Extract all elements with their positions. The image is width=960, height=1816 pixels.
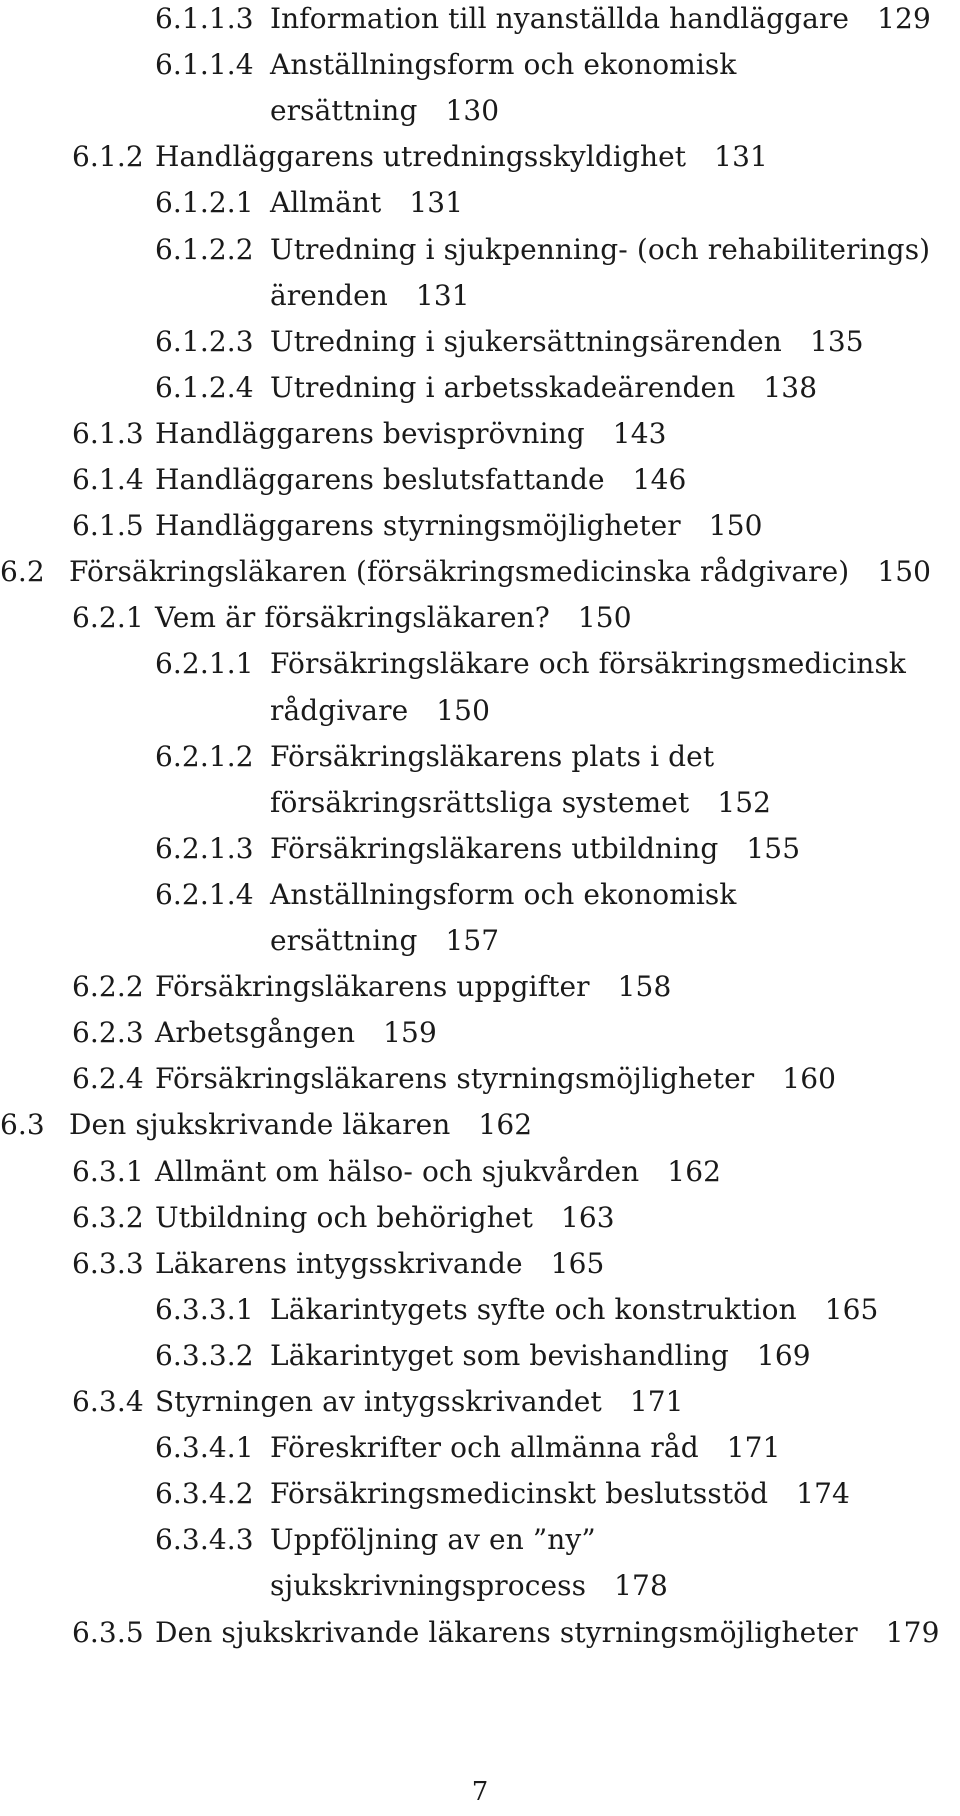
toc-entry-page: 159 [383, 1016, 437, 1050]
toc-entry-page: 150 [436, 693, 490, 727]
toc-entry [155, 1477, 850, 1511]
toc-entry-page: 179 [885, 1615, 940, 1649]
toc-entry-title: Handläggarens styrningsmöjligheter [155, 509, 681, 543]
toc-entry [72, 1016, 437, 1050]
toc-entry [72, 417, 667, 451]
toc-entry-title: Försäkringsläkaren (försäkringsmedicinska rådgivare) [69, 555, 850, 589]
toc-entry-number: 6.1.3 [72, 416, 144, 450]
toc-entry-number: 6.1.2 [72, 140, 144, 174]
toc-entry-page: 162 [478, 1108, 533, 1142]
toc-entry-title: ersättning [270, 94, 418, 128]
toc-entry-number: 6.2.4 [72, 1062, 144, 1096]
toc-entry-title: Uppföljning av en ”ny” [270, 1523, 596, 1557]
toc-entry-number: 6.2.1.2 [155, 739, 254, 773]
toc-entry [155, 371, 817, 405]
toc-entry-number: 6.1.4 [72, 463, 144, 496]
toc-entry [72, 601, 632, 635]
toc-entry-page: 130 [445, 94, 500, 128]
toc-entry-page: 143 [612, 416, 667, 450]
toc-entry-page: 152 [717, 785, 772, 819]
toc-entry-title: Anställningsform och ekonomisk [270, 48, 737, 82]
toc-entry-page: 158 [617, 970, 672, 1004]
toc-entry [72, 970, 671, 1004]
toc-entry-title: Information till nyanställda handläggare [270, 2, 850, 35]
toc-entry-number: 6.1.2.1 [155, 186, 254, 220]
toc-entry-page: 150 [877, 555, 932, 589]
toc-entry-title: Försäkringsläkarens styrningsmöjligheter [155, 1062, 755, 1096]
toc-entry-page: 131 [409, 186, 464, 220]
toc-entry-continuation [270, 279, 470, 313]
toc-entry-page: 135 [809, 324, 864, 358]
toc-entry-number: 6.3.4 [72, 1385, 144, 1418]
toc-entry-title: Försäkringsläkarens uppgifter [155, 970, 590, 1004]
toc-entry-title: Den sjukskrivande läkaren [69, 1108, 451, 1142]
toc-entry [0, 555, 931, 589]
toc-entry [72, 1155, 721, 1189]
toc-entry-page: 138 [763, 370, 818, 404]
toc-entry-page: 171 [726, 1431, 781, 1465]
toc-entry-title: Handläggarens utredningsskyldighet [155, 140, 687, 174]
toc-entry-title: Den sjukskrivande läkarens styrningsmöjligheter [155, 1615, 858, 1649]
toc-entry-page: 162 [667, 1154, 722, 1188]
toc-entry-title: ärenden [270, 278, 388, 312]
toc-entry-number: 6.2 [0, 555, 45, 589]
toc-entry-number: 6.2.2 [72, 970, 144, 1004]
toc-entry-title: Utredning i sjukpenning- (och rehabiliterings) [270, 232, 931, 266]
toc-entry-number: 6.3.3 [72, 1246, 144, 1280]
toc-entry-title: sjukskrivningsprocess [270, 1569, 587, 1603]
toc-entry-number: 6.1.2.2 [155, 232, 254, 266]
toc-entry-number: 6.3 [0, 1108, 45, 1142]
toc-entry-number: 6.1.2.4 [155, 370, 254, 404]
toc-entry-page: 129 [877, 2, 931, 35]
toc-entry-continuation [270, 924, 499, 958]
toc-entry-number: 6.1.1.4 [155, 48, 254, 82]
toc-entry-number: 6.2.1.4 [155, 877, 254, 911]
toc-entry [155, 1431, 781, 1465]
toc-entry-title: försäkringsrättsliga systemet [270, 785, 690, 819]
page-number: 7 [471, 1777, 489, 1807]
toc-entry-number: 6.1.2.3 [155, 324, 254, 358]
toc-entry [155, 233, 930, 267]
toc-entry-title: Handläggarens bevisprövning [155, 416, 585, 450]
toc-entry-title: Försäkringsläkare och försäkringsmedicinsk [270, 647, 906, 681]
toc-entry-page: 171 [629, 1385, 684, 1418]
toc-entry [155, 878, 736, 912]
toc-entry-number: 6.3.4.2 [155, 1477, 254, 1511]
toc-entry-page: 163 [560, 1200, 615, 1234]
toc-entry [0, 1108, 532, 1142]
toc-entry-continuation [270, 786, 771, 820]
toc-entry-page: 178 [614, 1569, 668, 1603]
toc-entry-title: Anställningsform och ekonomisk [270, 877, 737, 911]
toc-entry [155, 832, 800, 866]
toc-entry-title: Utbildning och behörighet [155, 1200, 533, 1234]
toc-entry-number: 6.2.3 [72, 1016, 144, 1050]
toc-entry-page: 169 [756, 1338, 811, 1372]
toc-entry-number: 6.2.1 [72, 601, 144, 635]
toc-entry [155, 740, 714, 774]
toc-entry [155, 1339, 811, 1373]
toc-entry [72, 463, 686, 497]
toc-entry-page: 160 [782, 1062, 837, 1096]
toc-entry-title: Arbetsgången [155, 1016, 356, 1050]
toc-entry-title: Föreskrifter och allmänna råd [270, 1431, 699, 1465]
toc-entry-title: Handläggarens beslutsfattande [155, 463, 605, 496]
toc-entry [155, 647, 906, 681]
toc-entry [72, 1201, 615, 1235]
toc-entry-page: 131 [415, 278, 470, 312]
toc-entry-title: Utredning i arbetsskadeärenden [270, 370, 736, 404]
toc-entry-page: 165 [824, 1292, 879, 1326]
toc-entry [72, 509, 763, 543]
toc-entry [72, 1247, 604, 1281]
toc-entry-page: 150 [577, 601, 632, 635]
toc-entry-number: 6.3.5 [72, 1615, 144, 1649]
toc-entry-title: Allmänt [270, 186, 382, 220]
toc-entry-page: 174 [796, 1477, 850, 1511]
toc-entry-number: 6.1.5 [72, 509, 144, 543]
toc-entry-number: 6.3.1 [72, 1154, 144, 1188]
toc-entry-title: Försäkringsläkarens plats i det [270, 739, 715, 773]
toc-entry-continuation [270, 694, 490, 728]
toc-entry [155, 48, 736, 82]
toc-entry [72, 1062, 836, 1096]
toc-entry-page: 150 [708, 509, 763, 543]
toc-entry [155, 1293, 878, 1327]
toc-entry-page: 131 [714, 140, 768, 174]
toc-entry-number: 6.3.4.1 [155, 1431, 254, 1465]
toc-entry [72, 1616, 940, 1650]
toc-entry-continuation [270, 1569, 668, 1603]
toc-entry-number: 6.3.3.2 [155, 1338, 254, 1372]
toc-entry-number: 6.2.1.1 [155, 647, 254, 681]
toc-entry [72, 1385, 684, 1419]
toc-entry-page: 146 [632, 463, 687, 496]
toc-entry [155, 2, 931, 36]
toc-entry-title: Styrningen av intygsskrivandet [155, 1385, 602, 1418]
toc-entry-continuation [270, 94, 499, 128]
toc-entry [155, 186, 463, 220]
toc-entry-title: rådgivare [270, 693, 409, 727]
toc-entry-title: Allmänt om hälso- och sjukvården [155, 1154, 640, 1188]
toc-entry-title: Försäkringsläkarens utbildning [270, 831, 719, 865]
toc-entry-title: Utredning i sjukersättningsärenden [270, 324, 782, 358]
toc-entry-number: 6.3.3.1 [155, 1292, 254, 1326]
toc-entry-title: Vem är försäkringsläkaren? [155, 601, 550, 635]
toc-entry-title: Försäkringsmedicinskt beslutsstöd [270, 1477, 769, 1511]
toc-entry-page: 165 [550, 1246, 605, 1280]
toc-entry-title: Läkarintyget som bevishandling [270, 1338, 729, 1372]
toc-entry-number: 6.1.1.3 [155, 2, 254, 35]
toc-entry [155, 1523, 596, 1557]
toc-entry [155, 325, 864, 359]
toc-entry-number: 6.2.1.3 [155, 831, 254, 865]
toc-entry-title: Läkarens intygsskrivande [155, 1246, 523, 1280]
toc-entry-page: 157 [445, 924, 500, 957]
toc-entry-page: 155 [746, 831, 801, 865]
toc-entry-number: 6.3.4.3 [155, 1523, 254, 1557]
toc-entry [72, 140, 768, 174]
toc-entry-number: 6.3.2 [72, 1200, 144, 1234]
toc-entry-title: ersättning [270, 924, 418, 957]
toc-entry-title: Läkarintygets syfte och konstruktion [270, 1292, 797, 1326]
